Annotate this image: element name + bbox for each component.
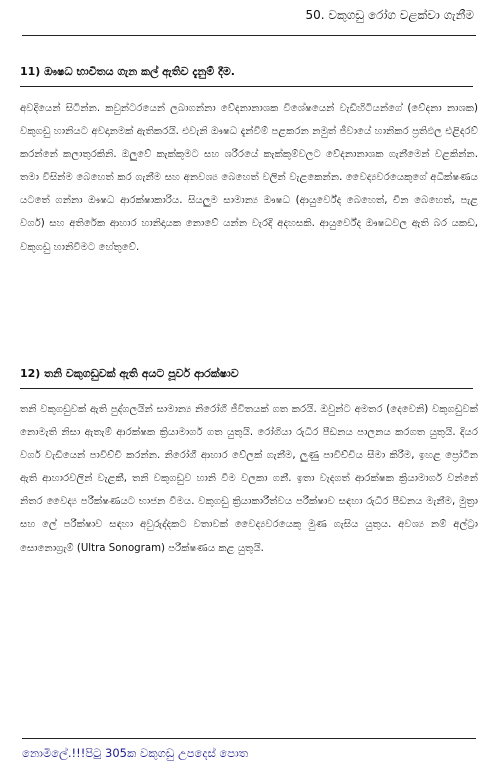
section-heading-11: 11) ඖෂධ භාවිතය ගැන කල් ඇතිව දැනුම් දීම. <box>20 65 235 78</box>
header-divider <box>22 35 476 36</box>
page-header <box>0 6 500 30</box>
section-heading-underline <box>20 388 473 389</box>
section-body-12: තනි වකුගඩුවක් ඇති පුද්ගලයින් සාමාන්‍ය නිරෝගී ජීවිතයක් ගත කරයි. ඔවුන්ට අමතර (දෙවෙනි) වකුගඩුවක් නොමැති නිසා ඇතැම් ආරක්ෂක ක්‍රියාමාර්ග ගත යුතුයි. රෝගියා රුධිර පීඩනය පාලනය කරගත යුතුයි. දියර වර්ග වැඩියෙන් පාවිච්චි කරන්න. නිරෝගී ආහාර වේලක් ගැනීම, ලුණු පාවිච්චිය සීමා කිරීම, ඉහළ ප්‍රෝටීන ඇති ආහාරවලින් වැළකී, තනි වකුගඩුව හානි වීම වලකා ගනී. ඉතා වැදගත් ආරක්ෂක ක්‍රියාමාර්ග වන්නේ නිතර වෛද්‍ය පරීක්ෂණයට භාජන වීමය. වකුගඩු ක්‍රියාකාරීත්වය පරීක්ෂාව සඳහා රුධිර පීඩනය මැනීම, මුත්‍රා සහ ලේ පරීක්ෂාව සඳහා අවුරුද්දකට වතාවක් වෛද්‍යවරයෙකු මුණ ගැසිය යුතුය. අවශ්‍ය නම් අල්ට්‍රා සොනොග්‍රැම් (Ultra Sonogram) පරීක්ෂණය කළ යුතුයි. <box>20 404 478 554</box>
footer-divider <box>22 738 476 739</box>
page-header-title: 50. වකුගඩු රෝග වළක්වා ගැනීම <box>305 8 474 22</box>
section-heading-underline <box>20 86 473 87</box>
section-body-11: අවදියෙන් සිටින්න. කවුන්ටරයෙන් ලබාගන්නා වේදනානාශක විශේෂයෙන් වැඩිහිටියන්ගේ (වේදනා නාශක) වකුගඩු හානියට අවදානමක් ඇතිකරයි. එවැනි ඖෂධ දැන්වීම් පළකරන නමුත් ජීවායේ හානිකර ප්‍රතිඵල එළිදරව් කරන්නේ කලාතුරකිනි. ඔලුවේ කැක්කුමට සහ ශරීරයේ කැක්කුම්වලට වේදනානාශක ගැනීමෙන් වළකින්න. තමා විසින්ම බෙහෙත් කර ගැනීම සහ අනවශ්‍ය බෙහෙත් වලින් වැළකෙන්න. වෛද්‍යවරයෙකුගේ අධීක්ෂණය යටතේ ගන්නා ඖෂධ ආරක්ෂාකාරිය. සියලුම සාමාන්‍ය ඖෂධ (ආයුර්වේද බෙහෙත්, චීන බෙහෙත්, පැළ වර්ග) සහ අතිරේක ආහාර හානිදායක නොවේ යන්න වැරදි අදහසකි. ආයුර්වේද ඖෂධවල ඇති බර යකඩ, වකුගඩු හානිවීමට හේතුවේ. <box>20 103 478 253</box>
section-heading-12: 12) තනි වකුගඩුවක් ඇති අයට පූර්ව ආරක්ෂාව <box>20 367 239 380</box>
page-footer-text: නොමිලේ.!!!පිටු 305ක වකුගඩු උපදෙස් පොත <box>22 746 249 760</box>
